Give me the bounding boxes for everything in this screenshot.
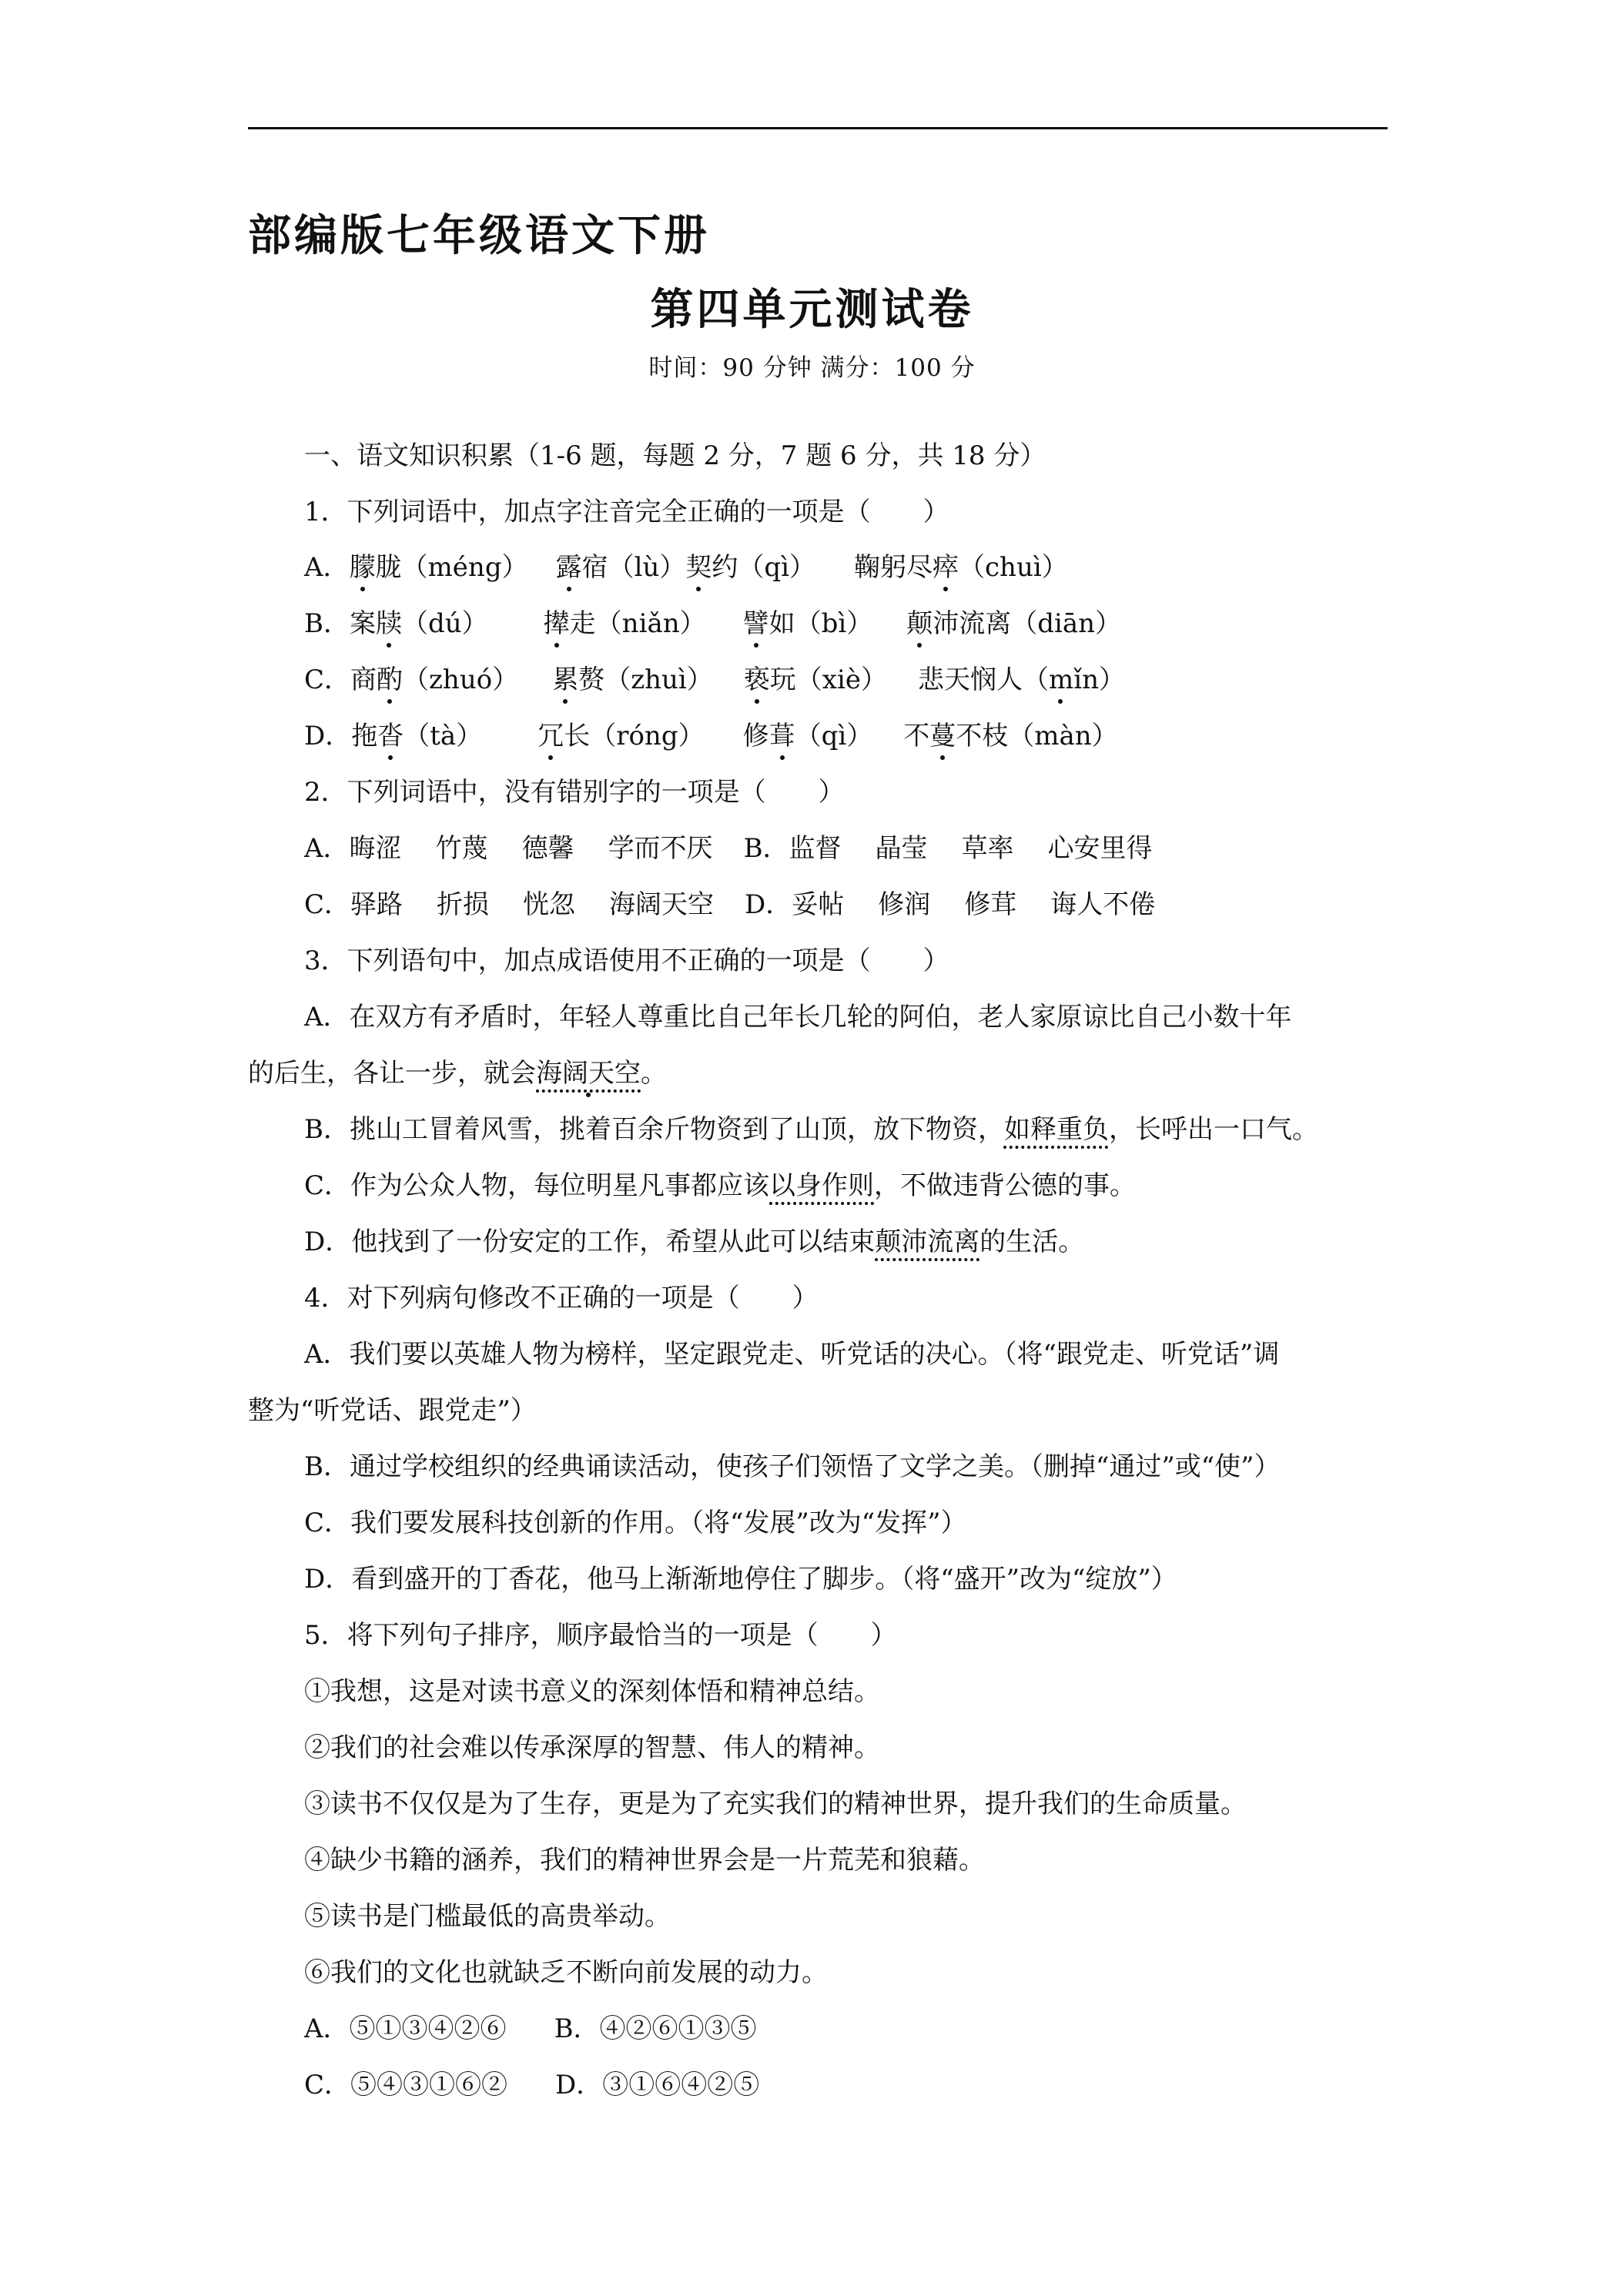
option-text: 如（bì） (768, 608, 873, 639)
option-text: 不 (903, 721, 930, 751)
option-text: 恍忽 (523, 889, 576, 920)
header-rule (248, 127, 1388, 129)
dotted-char: 譬 (742, 608, 769, 639)
dotted-char: 人（mǐn） (996, 664, 1125, 695)
option-text: B．监督 (743, 833, 842, 864)
option-d: D．③①⑥④②⑤ (555, 2070, 760, 2100)
option-text: 走（niǎn） (569, 608, 706, 639)
question-5-sentence-4: ④缺少书籍的涵养，我们的精神世界会是一片荒芜和狼藉。 (304, 1845, 985, 1876)
option-text: B．挑山工冒着风雪，挑着百余斤物资到了山顶，放下物资， (304, 1114, 1004, 1145)
exam-time-info: 时间：90 分钟 满分：100 分 (648, 354, 976, 382)
document-subtitle: 第四单元测试卷 (650, 284, 974, 335)
dotted-char: 冗 (537, 721, 564, 751)
question-5-options-row-2 (304, 2069, 759, 2101)
question-3-option-b (304, 1113, 1318, 1146)
question-3-option-a-line1: A．在双方有矛盾时，年轻人尊重比自己年长几轮的阿伯，老人家原谅比自己小数十年 (304, 1002, 1292, 1033)
option-text: 宿（lù） (581, 552, 686, 583)
option-text: D．妥帖 (745, 889, 845, 920)
option-text: 草率 (961, 833, 1014, 864)
option-text: 德馨 (521, 833, 574, 864)
dotted-char: 露 (555, 552, 582, 583)
option-text: 晶莹 (875, 833, 928, 864)
option-text: A． (304, 552, 350, 583)
option-text: 修茸 (964, 889, 1017, 920)
section-heading: 一、语文知识积累（1-6 题，每题 2 分，7 题 6 分，共 18 分） (304, 440, 1046, 471)
option-text: 修 (742, 721, 769, 751)
dotted-idiom: 以身作则 (769, 1170, 875, 1201)
option-text: 约（qì） (712, 552, 816, 583)
dotted-char: 牍 (376, 608, 402, 639)
dotted-char: 酌 (377, 664, 403, 695)
question-3-stem: 3．下列语句中，加点成语使用不正确的一项是（ ） (304, 946, 949, 976)
option-text: 折损 (437, 889, 490, 920)
option-text: A．晦涩 (304, 833, 402, 864)
question-5-sentence-3: ③读书不仅仅是为了生存，更是为了充实我们的精神世界，提升我们的生命质量。 (304, 1789, 1247, 1819)
question-1-option-c (304, 664, 1125, 696)
option-text: （chuì） (959, 552, 1068, 583)
option-text: 沛流离（diān） (933, 608, 1122, 639)
dotted-idiom: 海阔天空 (536, 1058, 641, 1089)
document-title: 部编版七年级语文下册 (248, 210, 710, 261)
option-text: D．拖 (304, 721, 378, 751)
question-5-sentence-1: ①我想，这是对读书意义的深刻体悟和精神总结。 (304, 1676, 880, 1707)
option-text: 竹蔑 (435, 833, 488, 864)
option-text: C．商 (304, 664, 377, 695)
option-text: 。 (641, 1058, 667, 1089)
option-a: A．⑤①③④②⑥ (304, 2013, 507, 2044)
question-4-option-a-line1: A．我们要以英雄人物为榜样，坚定跟党走、听党话的决心。（将“跟党走、听党话”调 (304, 1339, 1280, 1370)
option-text: 的生活。 (979, 1227, 1085, 1257)
question-3-option-c (304, 1170, 1136, 1202)
option-text: 学而不厌 (608, 833, 713, 864)
option-text: 长（róng） (564, 721, 705, 751)
option-text: 诲人不倦 (1050, 889, 1156, 920)
option-text: 悲天悯 (917, 664, 996, 695)
question-2-row-2 (304, 889, 1155, 921)
dotted-char: 瘁 (933, 552, 959, 583)
option-text: 不枝（màn） (956, 721, 1118, 751)
option-text: D．他找到了一份安定的工作，希望从此可以结束 (304, 1227, 876, 1257)
option-text: 玩（xiè） (769, 664, 887, 695)
question-4-option-c: C．我们要发展科技创新的作用。（将“发展”改为“发挥”） (304, 1508, 967, 1538)
option-text: 的后生，各让一步，就会 (248, 1058, 536, 1089)
question-2-stem: 2．下列词语中，没有错别字的一项是（ ） (304, 777, 845, 808)
question-5-sentence-6: ⑥我们的文化也就缺乏不断向前发展的动力。 (304, 1957, 828, 1988)
question-1-option-d (304, 720, 1118, 752)
question-3-option-a-line2 (248, 1057, 667, 1089)
option-text: 胧（méng） (375, 552, 528, 583)
option-text: （dú） (402, 608, 488, 639)
dotted-char: 沓 (377, 721, 404, 751)
option-text: B．案 (304, 608, 376, 639)
dotted-char: 累 (552, 664, 579, 695)
option-b: B．④②⑥①③⑤ (554, 2013, 757, 2044)
question-5-sentence-2: ②我们的社会难以传承深厚的智慧、伟人的精神。 (304, 1732, 880, 1763)
question-1-stem: 1．下列词语中，加点字注音完全正确的一项是（ ） (304, 497, 949, 527)
question-1-option-a (304, 551, 1068, 584)
option-text: 心安里得 (1047, 833, 1153, 864)
question-5-options-row-1 (304, 2013, 757, 2045)
option-text: ，长呼出一口气。 (1108, 1114, 1318, 1145)
question-1-option-b (304, 607, 1121, 640)
dotted-char: 亵 (743, 664, 770, 695)
option-text: 鞠躬尽 (854, 552, 933, 583)
dotted-char: 颠 (906, 608, 933, 639)
option-text: （tà） (403, 721, 483, 751)
option-text: ，不做违背公德的事。 (874, 1170, 1137, 1201)
dotted-idiom: 颠沛流离 (875, 1227, 980, 1257)
dotted-char: 蔓 (929, 721, 956, 751)
question-5-stem: 5．将下列句子排序，顺序最恰当的一项是（ ） (304, 1620, 897, 1651)
option-c: C．⑤④③①⑥② (304, 2070, 508, 2100)
question-3-option-d (304, 1226, 1084, 1258)
dotted-char: 朦 (349, 552, 376, 583)
option-text: 赘（zhuì） (578, 664, 713, 695)
option-text: C．驿路 (304, 889, 403, 920)
option-text: （zhuó） (403, 664, 519, 695)
dotted-idiom: 如释重负 (1003, 1114, 1109, 1145)
option-text: 修润 (878, 889, 931, 920)
question-4-option-a-line2: 整为“听党话、跟党走”） (248, 1395, 537, 1426)
dotted-char: 撵 (543, 608, 570, 639)
question-4-option-d: D．看到盛开的丁香花，他马上渐渐地停住了脚步。（将“盛开”改为“绽放”） (304, 1564, 1177, 1595)
question-5-sentence-5: ⑤读书是门槛最低的高贵举动。 (304, 1901, 671, 1932)
question-2-row-1 (304, 832, 1153, 865)
option-text: C．作为公众人物，每位明星凡事都应该 (304, 1170, 770, 1201)
option-text: 海阔天空 (609, 889, 715, 920)
dotted-char: 葺 (768, 721, 795, 751)
dotted-char: 契 (685, 552, 712, 583)
option-text: （qì） (795, 721, 873, 751)
question-4-stem: 4．对下列病句修改不正确的一项是（ ） (304, 1283, 819, 1314)
question-4-option-b: B．通过学校组织的经典诵读活动，使孩子们领悟了文学之美。（删掉“通过”或“使”） (304, 1451, 1281, 1482)
